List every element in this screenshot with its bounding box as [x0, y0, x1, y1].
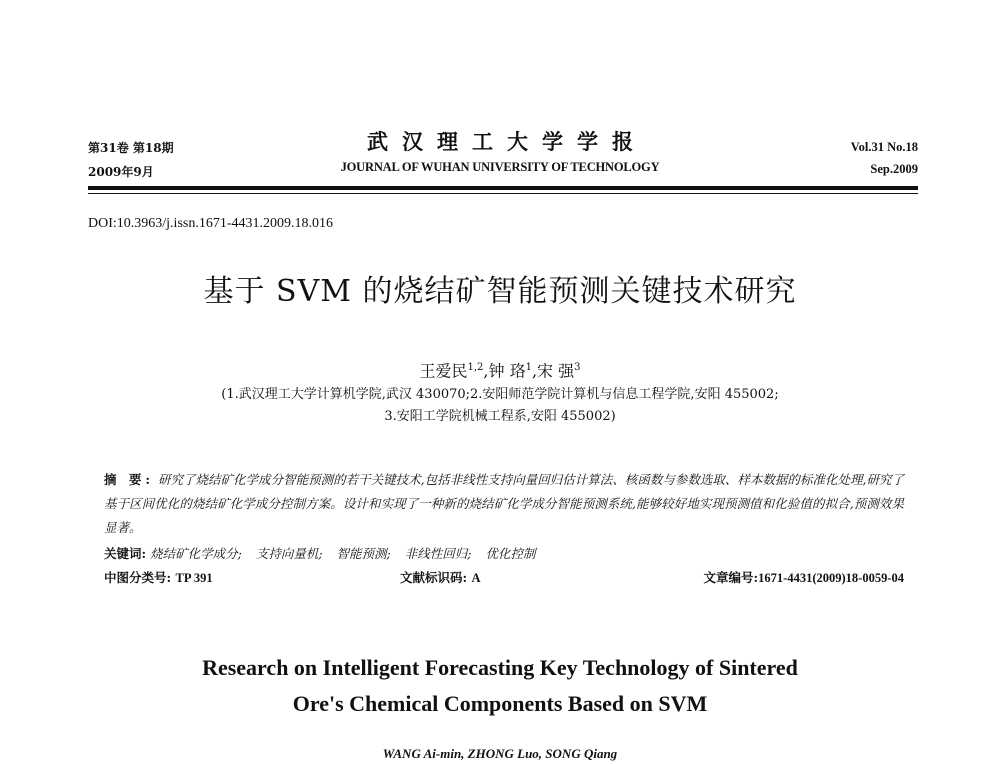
keyword: 烧结矿化学成分;	[150, 546, 242, 561]
article-no-value: 1671-4431(2009)18-0059-04	[758, 571, 904, 585]
journal-title-cn: 武汉理工大学学报	[367, 129, 647, 154]
clc-label: 中图分类号:	[104, 570, 172, 585]
affiliation-line: 3.安阳工学院机械工程系,安阳 455002)	[384, 409, 616, 424]
clc-value: TP 391	[175, 571, 213, 585]
volume-issue-cn: 第31卷 第18期	[88, 141, 174, 155]
article-no-label: 文章编号:	[703, 570, 759, 585]
author-affil-sup: 1,2	[467, 362, 484, 373]
doc-code-label: 文献标识码:	[400, 570, 468, 585]
keyword: 智能预测;	[336, 546, 391, 561]
date-cn: 2009年9月	[88, 165, 154, 179]
author-affil-sup: 1	[525, 362, 532, 373]
date-en: Sep.2009	[870, 162, 918, 176]
affiliation-line: (1.武汉理工大学计算机学院,武汉 430070;2.安阳师范学院计算机与信息工程学院,安阳 455002;	[221, 387, 779, 402]
author-list	[0, 356, 1000, 383]
doc-code-value: A	[471, 571, 481, 585]
abstract	[104, 468, 904, 540]
keywords-label: 关键词:	[104, 546, 147, 561]
title-en-line: Research on Intelligent Forecasting Key Technology of Sintered	[202, 655, 798, 680]
keyword: 非线性回归;	[404, 546, 472, 561]
abstract-text: 研究了烧结矿化学成分智能预测的若干关键技术,包括非线性支持向量回归估计算法、核函数与参数选取、样本数据的标准化处理,研究了基于区间优化的烧结矿化学成分控制方案。设计和实现了一种新的烧结矿化学成分智能预测系统,能够较好地实现预测值和化验值的拟合,预测效果显著。	[104, 472, 904, 535]
author-affil-sup: 3	[574, 362, 581, 373]
article-number	[704, 566, 904, 590]
author-name: 钟 珞	[488, 361, 526, 381]
keyword: 优化控制	[485, 546, 536, 561]
header-volume-block-en	[851, 136, 918, 180]
paper-title-en	[0, 650, 1000, 722]
author-list-en: WANG Ai-min, ZHONG Luo, SONG Qiang	[382, 746, 618, 761]
author-separator: ,	[531, 361, 538, 381]
volume-issue-en: Vol.31 No.18	[850, 140, 918, 154]
keywords	[104, 542, 550, 566]
abstract-label: 摘 要:	[104, 472, 154, 487]
header-rule-thin	[88, 193, 918, 194]
author-name: 宋 强	[537, 361, 575, 381]
clc-code	[104, 566, 213, 590]
journal-title-en: JOURNAL OF WUHAN UNIVERSITY OF TECHNOLOGY	[340, 160, 660, 174]
affiliations	[0, 384, 1000, 428]
document-code	[400, 566, 481, 590]
keyword: 支持向量机;	[255, 546, 323, 561]
paper-title-cn: 基于 SVM 的烧结矿智能预测关键技术研究	[203, 274, 797, 309]
author-separator: ,	[483, 361, 489, 381]
author-name: 王爱民	[419, 361, 468, 381]
doi-line: DOI:10.3963/j.issn.1671-4431.2009.18.016	[88, 216, 333, 231]
title-en-line: Ore's Chemical Components Based on SVM	[292, 691, 708, 716]
header-rule-thick	[88, 186, 918, 190]
